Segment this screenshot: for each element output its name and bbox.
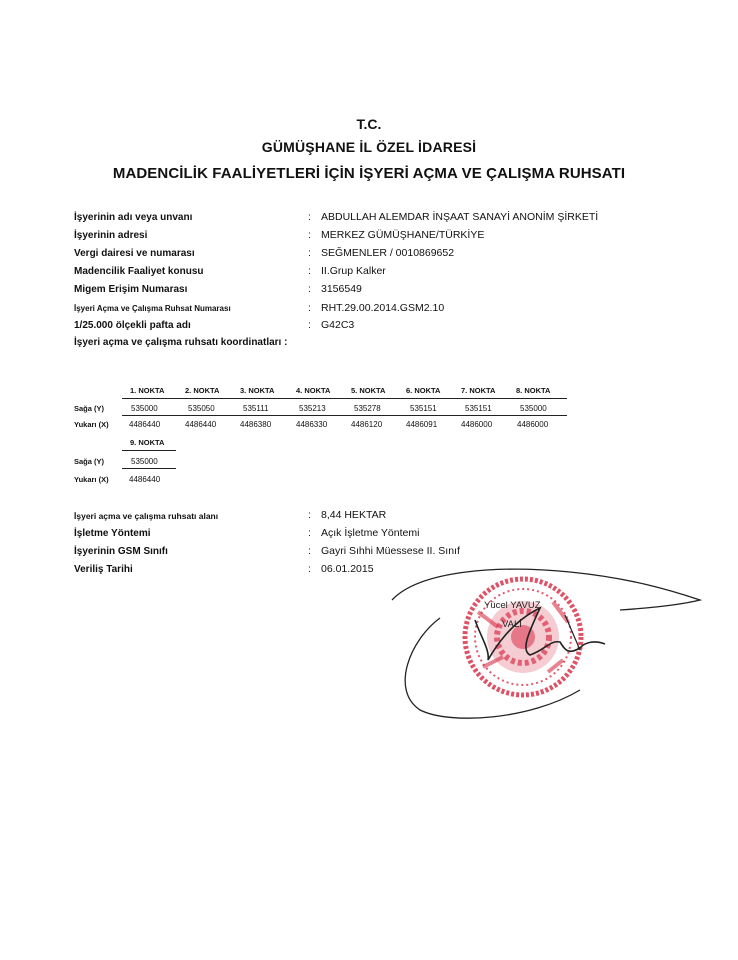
row-label-saga: Sağa (Y) [74,457,105,466]
row-label-yukari: Yukarı (X) [74,475,109,484]
field-label-license-no: İşyeri Açma ve Çalışma Ruhsat Numarası [74,304,231,313]
coord-header: 3. NOKTA [240,386,275,395]
field-value-tax: SEĞMENLER / 0010869652 [321,247,455,259]
coord-cell: 4486330 [296,420,328,429]
field-value-area: 8,44 HEKTAR [321,509,387,521]
colon: : [308,545,311,557]
field-label-coordinates: İşyeri açma ve çalışma ruhsatı koordinatları : [74,337,288,348]
coord-cell: 4486440 [129,475,161,484]
coord-cell: 535111 [243,404,269,413]
coord-cell: 535000 [131,404,158,413]
field-label-area: İşyeri açma ve çalışma ruhsatı alanı [74,511,219,521]
coord-header: 9. NOKTA [130,438,165,447]
field-label-company: İşyerinin adı veya unvanı [74,212,193,223]
field-label-map-sheet: 1/25.000 ölçekli pafta adı [74,320,191,331]
coord-cell: 4486120 [351,420,383,429]
header-institution: GÜMÜŞHANE İL ÖZEL İDARESİ [261,139,477,155]
field-label-address: İşyerinin adresi [74,230,148,241]
signatory-title: VALİ [502,619,522,630]
coord-cell: 4486091 [406,420,438,429]
coord-cell: 535000 [131,457,158,466]
table-rule [122,415,567,416]
coord-cell: 4486000 [517,420,549,429]
colon: : [308,319,311,331]
coord-cell: 4486440 [129,420,161,429]
field-value-company: ABDULLAH ALEMDAR İNŞAAT SANAYİ ANONİM ŞİRKETİ [321,211,599,223]
coord-header: 4. NOKTA [296,386,331,395]
coord-header: 7. NOKTA [461,386,496,395]
coord-cell: 4486440 [185,420,217,429]
document-title: MADENCİLİK FAALİYETLERİ İÇİN İŞYERİ AÇMA VE ÇALIŞMA RUHSATI [112,165,626,182]
field-value-issue-date: 06.01.2015 [321,563,374,575]
coord-cell: 535050 [188,404,215,413]
row-label-saga: Sağa (Y) [74,404,105,413]
table-rule [122,468,176,469]
field-label-tax: Vergi dairesi ve numarası [74,248,195,259]
field-value-map-sheet: G42C3 [321,319,355,331]
field-value-migem: 3156549 [321,283,362,295]
table-rule [122,450,176,451]
colon: : [308,563,311,575]
field-value-license-no: RHT.29.00.2014.GSM2.10 [321,302,445,314]
coord-cell: 535278 [354,404,381,413]
coord-cell: 4486000 [461,420,493,429]
colon: : [308,247,311,259]
coord-cell: 535151 [410,404,437,413]
field-value-address: MERKEZ GÜMÜŞHANE/TÜRKİYE [321,229,485,241]
coord-header: 6. NOKTA [406,386,441,395]
field-label-issue-date: Veriliş Tarihi [74,564,133,575]
coord-cell: 535213 [299,404,326,413]
coord-cell: 535151 [465,404,492,413]
field-value-gsm-class: Gayri Sıhhi Müessese II. Sınıf [321,545,460,557]
signatory-name: Yücel YAVUZ [484,600,541,611]
row-label-yukari: Yukarı (X) [74,420,109,429]
field-label-gsm-class: İşyerinin GSM Sınıfı [74,546,168,557]
coord-header: 5. NOKTA [351,386,386,395]
colon: : [308,265,311,277]
field-value-method: Açık İşletme Yöntemi [321,527,420,539]
colon: : [308,283,311,295]
colon: : [308,527,311,539]
coord-header: 8. NOKTA [516,386,551,395]
field-value-activity: II.Grup Kalker [321,265,386,277]
field-label-method: İşletme Yöntemi [74,528,151,539]
colon: : [308,509,311,521]
colon: : [308,211,311,223]
coord-header: 1. NOKTA [130,386,165,395]
colon: : [308,302,311,314]
coord-cell: 4486380 [240,420,272,429]
coord-cell: 535000 [520,404,547,413]
colon: : [308,229,311,241]
signature [380,560,720,730]
field-label-activity: Madencilik Faaliyet konusu [74,266,204,277]
header-tc: T.C. [356,116,382,132]
field-label-migem: Migem Erişim Numarası [74,284,188,295]
coord-header: 2. NOKTA [185,386,220,395]
table-rule [122,398,567,399]
